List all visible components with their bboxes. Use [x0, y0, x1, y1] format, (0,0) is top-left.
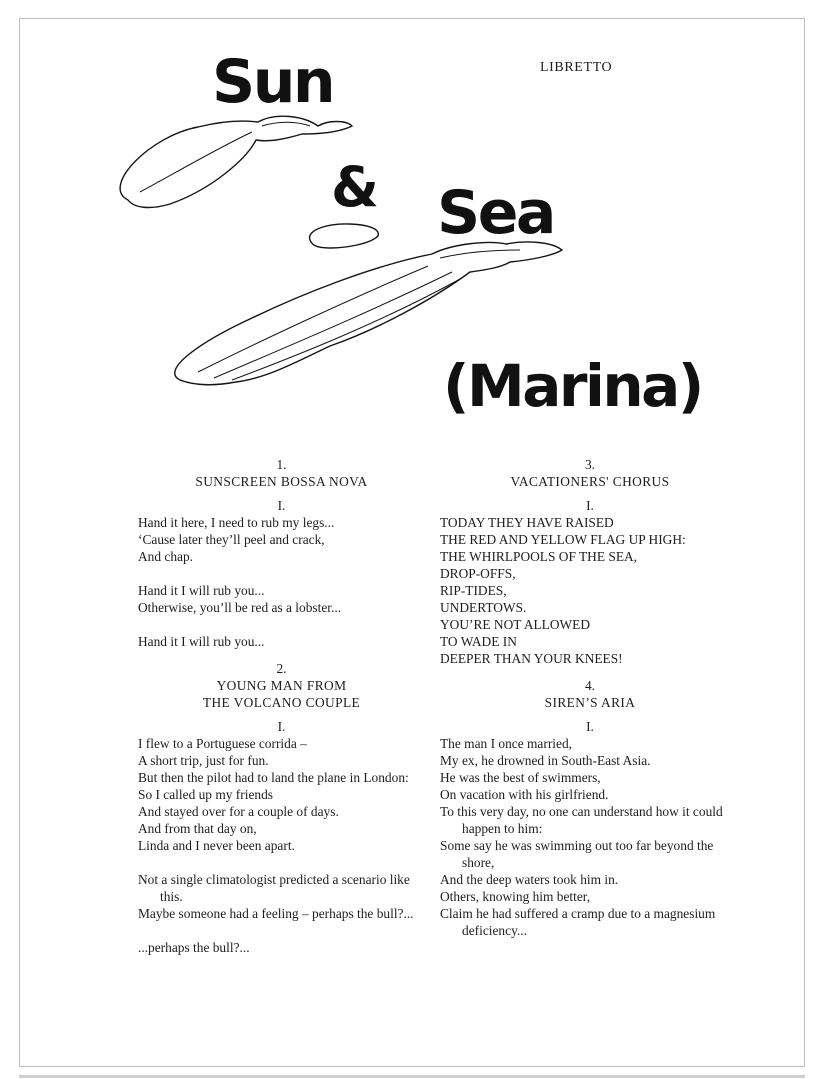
stanza-gap [138, 854, 425, 871]
verse-line: To this very day, no one can understand how it could happen to him: [440, 804, 723, 836]
libretto-label: LIBRETTO [540, 60, 613, 75]
stanza-gap [138, 565, 425, 582]
verse-line: Linda and I never been apart. [138, 838, 295, 853]
verse-line: My ex, he drowned in South-East Asia. [440, 753, 651, 768]
section-title: THE VOLCANO COUPLE [202, 695, 361, 710]
section-title: YOUNG MAN FROM [216, 678, 347, 693]
verse-line: THE WHIRLPOOLS OF THE SEA, [440, 549, 638, 564]
verse-line: Others, knowing him better, [440, 889, 591, 904]
verse-line: TO WADE IN [440, 634, 517, 649]
stanza [138, 633, 425, 650]
section-number: 1. [276, 457, 287, 472]
section-number: 3. [584, 457, 596, 472]
title-marina: (Marina) [443, 352, 702, 420]
verse-line: THE RED AND YELLOW FLAG UP HIGH: [440, 532, 686, 547]
verse-line: Hand it here, I need to rub my legs... [138, 515, 335, 530]
verse-line: And from that day on, [138, 821, 257, 836]
section-title: VACATIONERS' CHORUS [510, 474, 670, 489]
verse-line: So I called up my friends [138, 787, 273, 802]
stanza [440, 735, 740, 939]
verse-line: YOU’RE NOT ALLOWED [440, 617, 591, 632]
stanza [138, 871, 425, 922]
stanza-label: I. [586, 498, 594, 513]
verse-line: DEEPER THAN YOUR KNEES! [440, 651, 623, 666]
section-gap [138, 650, 425, 660]
section-gap [440, 667, 740, 677]
section-number: 2. [276, 661, 287, 676]
verse-line: And stayed over for a couple of days. [138, 804, 339, 819]
verse-line: Hand it I will rub you... [138, 583, 265, 598]
verse-line: Otherwise, you’ll be red as a lobster... [138, 600, 342, 615]
title-sun: Sun [212, 47, 334, 117]
stanza [138, 514, 425, 565]
verse-line: DROP-OFFS, [440, 566, 516, 581]
verse-line: Not a single climatologist predicted a scenario like this. [138, 872, 410, 904]
verse-line: Some say he was swimming out too far beyond the shore, [440, 838, 714, 870]
verse-line: ‘Cause later they’ll peel and crack, [138, 532, 325, 547]
verse-line: TODAY THEY HAVE RAISED [440, 515, 614, 530]
verse-line: On vacation with his girlfriend. [440, 787, 609, 802]
verse-line: Hand it I will rub you... [138, 634, 265, 649]
right-column [440, 456, 740, 939]
verse-line: But then the pilot had to land the plane in London: [138, 770, 409, 785]
verse-line: RIP-TIDES, [440, 583, 507, 598]
section-number: 4. [584, 678, 596, 693]
title-sea: Sea [437, 178, 554, 248]
verse-line: The man I once married, [440, 736, 572, 751]
libretto-section [440, 456, 740, 667]
verse-line: I flew to a Portuguese corrida – [138, 736, 307, 751]
title-ampersand: & [331, 155, 377, 219]
libretto-section [440, 667, 740, 939]
swirl-top [120, 116, 352, 207]
stanza-gap [138, 616, 425, 633]
stanza [440, 514, 740, 667]
verse-line: And chap. [138, 549, 194, 564]
section-title: SIREN’S ARIA [544, 695, 636, 710]
stanza-label: I. [277, 719, 286, 734]
verse-line: ...perhaps the bull?... [138, 940, 250, 955]
verse-line: Maybe someone had a feeling – perhaps the bull?... [138, 906, 414, 921]
stanza [138, 939, 425, 956]
cropped-caption [19, 1071, 805, 1079]
verse-line: UNDERTOWS. [440, 600, 527, 615]
swirl-oval [310, 224, 379, 248]
libretto-section [138, 456, 425, 650]
stanza-label: I. [586, 719, 594, 734]
libretto-section [138, 650, 425, 956]
verse-line: And the deep waters took him in. [440, 872, 619, 887]
verse-line: Claim he had suffered a cramp due to a magnesium deficiency... [440, 906, 716, 938]
verse-line: He was the best of swimmers, [440, 770, 601, 785]
stanza-gap [138, 922, 425, 939]
stanza [138, 582, 425, 616]
verse-line: A short trip, just for fun. [138, 753, 269, 768]
section-title: SUNSCREEN BOSSA NOVA [195, 474, 368, 489]
stanza [138, 735, 425, 854]
stanza-label: I. [277, 498, 286, 513]
left-column [138, 456, 425, 956]
